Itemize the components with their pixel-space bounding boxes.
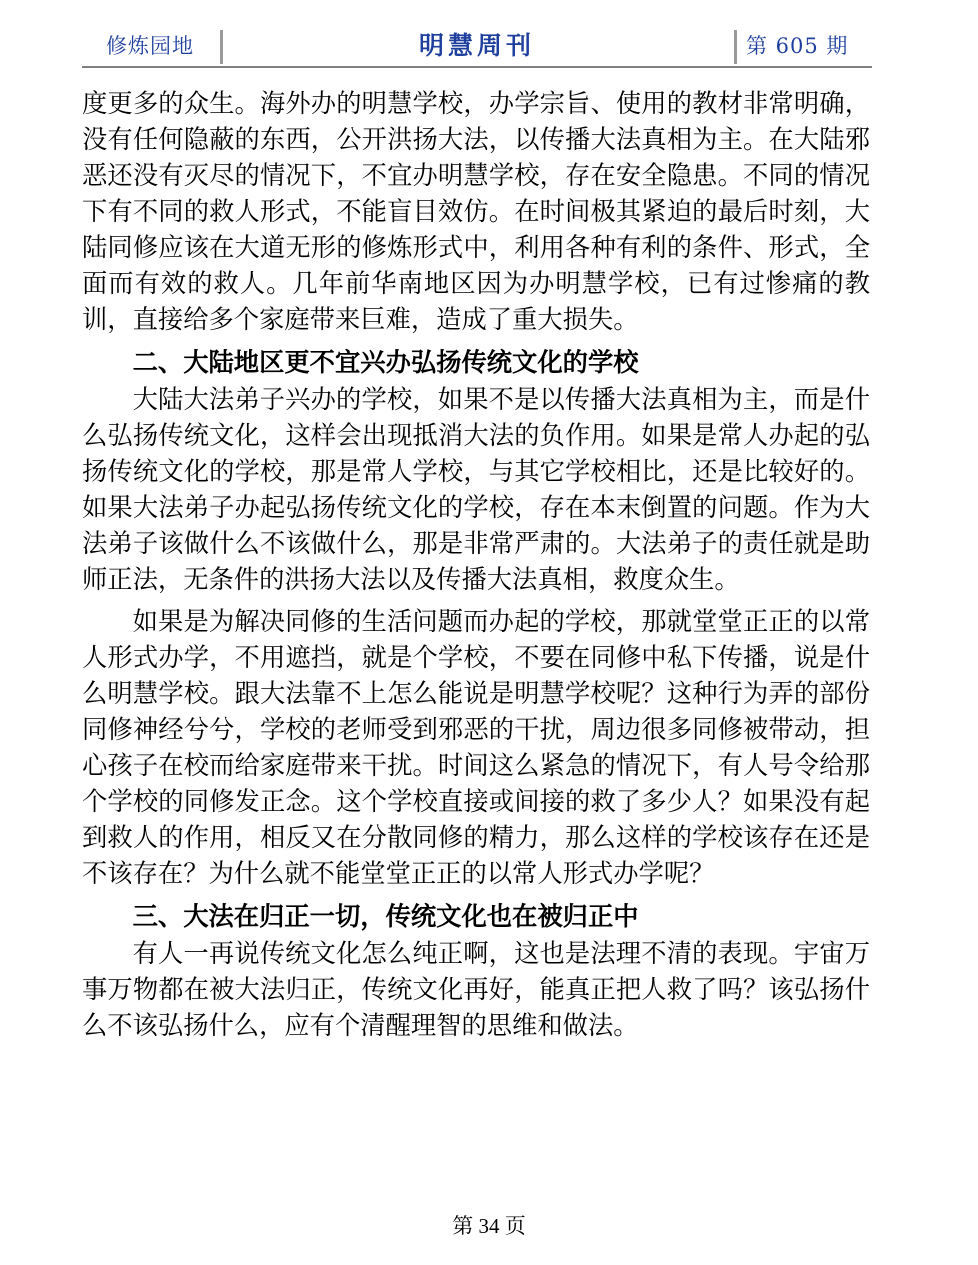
section-heading-2: 二、大陆地区更不宜兴办弘扬传统文化的学校 bbox=[132, 347, 639, 377]
header-title: 明慧周刊 bbox=[418, 31, 535, 60]
page-header bbox=[82, 26, 872, 68]
paragraph-2: 大陆大法弟子兴办的学校，如果不是以传播大法真相为主，而是什么弘扬传统文化，这样会出现抵消大法的负作用。如果是常人办起的弘扬传统文化的学校，那是常人学校，与其它学校相比，还是比较好的。如果大法弟子办起弘扬传统文化的学校，存在本末倒置的问题。作为大法弟子该做什么不该做什么，那是非常严肃的。大法弟子的责任就是助师正法，无条件的洪扬大法以及传播大法真相，救度众生。 bbox=[82, 385, 870, 594]
page-number: 第 34 页 bbox=[452, 1214, 526, 1238]
paragraph-1: 度更多的众生。海外办的明慧学校，办学宗旨、使用的教材非常明确，没有任何隐蔽的东西，公开洪扬大法，以传播大法真相为主。在大陆邪恶还没有灭尽的情况下，不宜办明慧学校，存在安全隐患。不同的情况下有不同的救人形式，不能盲目效仿。在时间极其紧迫的最后时刻，大陆同修应该在大道无形的修炼形式中，利用各种有利的条件、形式，全面而有效的救人。几年前华南地区因为办明慧学校，已有过惨痛的教训，直接给多个家庭带来巨难，造成了重大损失。 bbox=[82, 89, 870, 334]
paragraph-3: 如果是为解决同修的生活问题而办起的学校，那就堂堂正正的以常人形式办学，不用遮挡，就是个学校，不要在同修中私下传播，说是什么明慧学校。跟大法靠不上怎么能说是明慧学校呢？这种行为弄的部份同修神经兮兮，学校的老师受到邪恶的干扰，周边很多同修被带动，担心孩子在校而给家庭带来干扰。时间这么紧急的情况下，有人号令给那个学校的同修发正念。这个学校直接或间接的救了多少人？如果没有起到救人的作用，相反又在分散同修的精力，那么这样的学校该存在还是不该存在？为什么就不能堂堂正正的以常人形式办学呢？ bbox=[82, 607, 870, 888]
header-divider-right bbox=[734, 30, 737, 64]
header-issue: 第 605 期 bbox=[746, 34, 849, 58]
section-heading-3: 三、大法在归正一切，传统文化也在被归正中 bbox=[132, 901, 639, 931]
header-section: 修炼园地 bbox=[106, 34, 194, 58]
article-body bbox=[82, 86, 870, 1044]
paragraph-4: 有人一再说传统文化怎么纯正啊，这也是法理不清的表现。宇宙万事万物都在被大法归正，传统文化再好，能真正把人救了吗？该弘扬什么不该弘扬什么，应有个清醒理智的思维和做法。 bbox=[82, 939, 870, 1040]
